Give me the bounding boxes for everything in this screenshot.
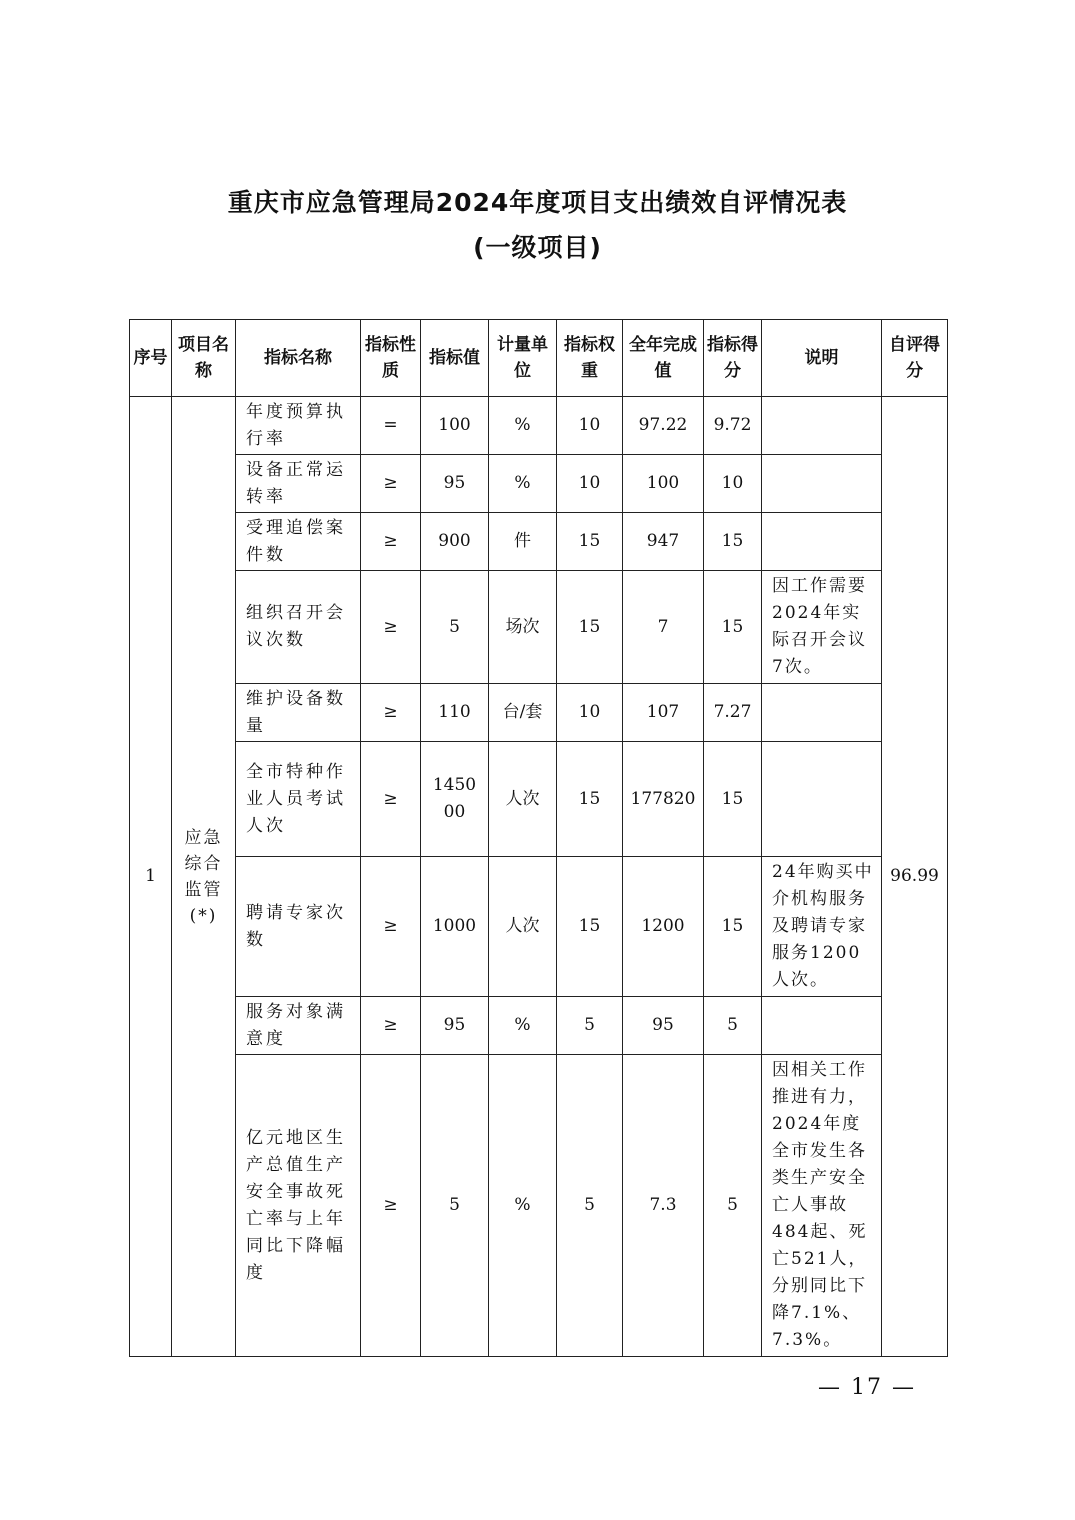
indicator-weight: 15 <box>557 571 623 684</box>
indicator-weight: 10 <box>557 455 623 513</box>
table-row <box>130 571 948 684</box>
indicator-actual: 7 <box>623 571 704 684</box>
indicator-value: 110 <box>421 684 489 742</box>
indicator-score: 15 <box>704 513 762 571</box>
indicator-weight: 15 <box>557 857 623 997</box>
header-project: 项目名称 <box>172 320 236 397</box>
indicator-weight: 10 <box>557 684 623 742</box>
indicator-note <box>762 397 882 455</box>
indicator-name: 受理追偿案件数 <box>236 513 361 571</box>
indicator-score: 5 <box>704 997 762 1055</box>
header-nature: 指标性质 <box>361 320 421 397</box>
header-row <box>130 320 948 397</box>
indicator-nature: ≥ <box>361 742 421 857</box>
indicator-note <box>762 742 882 857</box>
table-row <box>130 513 948 571</box>
indicator-score: 15 <box>704 571 762 684</box>
indicator-note: 24年购买中介机构服务及聘请专家服务1200人次。 <box>762 857 882 997</box>
indicator-unit: 台/套 <box>489 684 557 742</box>
performance-table <box>129 319 948 1357</box>
indicator-nature: ≥ <box>361 997 421 1055</box>
indicator-name: 维护设备数量 <box>236 684 361 742</box>
indicator-nature: ≥ <box>361 684 421 742</box>
seq-cell: 1 <box>130 397 172 1357</box>
indicator-note: 因工作需要2024年实际召开会议7次。 <box>762 571 882 684</box>
indicator-note <box>762 684 882 742</box>
indicator-actual: 107 <box>623 684 704 742</box>
indicator-name: 设备正常运转率 <box>236 455 361 513</box>
indicator-name: 全市特种作业人员考试人次 <box>236 742 361 857</box>
indicator-weight: 5 <box>557 1055 623 1357</box>
indicator-value: 900 <box>421 513 489 571</box>
table-row <box>130 397 948 455</box>
indicator-nature: = <box>361 397 421 455</box>
indicator-nature: ≥ <box>361 513 421 571</box>
indicator-score: 5 <box>704 1055 762 1357</box>
indicator-unit: 人次 <box>489 857 557 997</box>
indicator-weight: 10 <box>557 397 623 455</box>
indicator-actual: 100 <box>623 455 704 513</box>
indicator-value: 5 <box>421 1055 489 1357</box>
indicator-actual: 97.22 <box>623 397 704 455</box>
indicator-unit: % <box>489 455 557 513</box>
indicator-weight: 15 <box>557 742 623 857</box>
indicator-note: 因相关工作推进有力，2024年度全市发生各类生产安全亡人事故484起、死亡521人，分别同比下降7.1%、7.3%。 <box>762 1055 882 1357</box>
indicator-unit: % <box>489 1055 557 1357</box>
header-self-score: 自评得分 <box>882 320 948 397</box>
indicator-unit: % <box>489 997 557 1055</box>
indicator-value: 95 <box>421 997 489 1055</box>
indicator-score: 15 <box>704 857 762 997</box>
indicator-note <box>762 455 882 513</box>
table-row <box>130 455 948 513</box>
table-row <box>130 684 948 742</box>
indicator-name: 组织召开会议次数 <box>236 571 361 684</box>
indicator-nature: ≥ <box>361 571 421 684</box>
indicator-name: 聘请专家次数 <box>236 857 361 997</box>
indicator-unit: 人次 <box>489 742 557 857</box>
indicator-value: 145000 <box>421 742 489 857</box>
table-row <box>130 997 948 1055</box>
header-note: 说明 <box>762 320 882 397</box>
indicator-value: 95 <box>421 455 489 513</box>
table-row <box>130 857 948 997</box>
indicator-score: 15 <box>704 742 762 857</box>
indicator-note <box>762 513 882 571</box>
indicator-note <box>762 997 882 1055</box>
indicator-weight: 5 <box>557 997 623 1055</box>
header-seq: 序号 <box>130 320 172 397</box>
header-unit: 计量单位 <box>489 320 557 397</box>
page-subtitle: (一级项目) <box>473 233 602 262</box>
indicator-nature: ≥ <box>361 1055 421 1357</box>
header-indicator: 指标名称 <box>236 320 361 397</box>
page-number: — 17 — <box>818 1375 916 1400</box>
indicator-unit: 场次 <box>489 571 557 684</box>
page-title: 重庆市应急管理局2024年度项目支出绩效自评情况表 <box>227 188 848 217</box>
indicator-value: 100 <box>421 397 489 455</box>
indicator-actual: 1200 <box>623 857 704 997</box>
indicator-nature: ≥ <box>361 857 421 997</box>
indicator-unit: 件 <box>489 513 557 571</box>
header-weight: 指标权重 <box>557 320 623 397</box>
table-row <box>130 1055 948 1357</box>
header-actual: 全年完成值 <box>623 320 704 397</box>
indicator-value: 5 <box>421 571 489 684</box>
indicator-weight: 15 <box>557 513 623 571</box>
indicator-actual: 7.3 <box>623 1055 704 1357</box>
indicator-name: 年度预算执行率 <box>236 397 361 455</box>
indicator-score: 7.27 <box>704 684 762 742</box>
project-name-cell: 应急综合监管(*) <box>172 397 236 1357</box>
indicator-value: 1000 <box>421 857 489 997</box>
indicator-nature: ≥ <box>361 455 421 513</box>
indicator-actual: 947 <box>623 513 704 571</box>
indicator-score: 9.72 <box>704 397 762 455</box>
header-score: 指标得分 <box>704 320 762 397</box>
table-row <box>130 742 948 857</box>
indicator-name: 服务对象满意度 <box>236 997 361 1055</box>
header-target: 指标值 <box>421 320 489 397</box>
indicator-actual: 177820 <box>623 742 704 857</box>
indicator-actual: 95 <box>623 997 704 1055</box>
indicator-score: 10 <box>704 455 762 513</box>
self-score-cell: 96.99 <box>882 397 948 1357</box>
indicator-name: 亿元地区生产总值生产安全事故死亡率与上年同比下降幅度 <box>236 1055 361 1357</box>
indicator-unit: % <box>489 397 557 455</box>
